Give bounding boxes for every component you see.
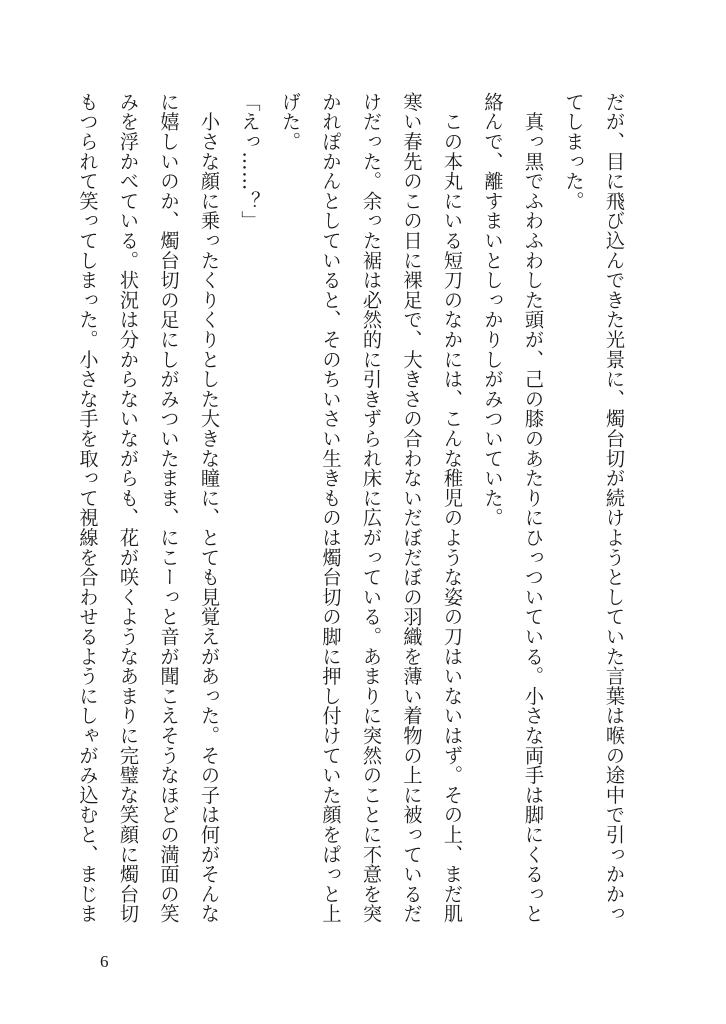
paragraph: この本丸にいる短刀のなかには、こんな稚児のような姿の刀はいないはず。その上、まだ肌寒い春先のこの日に裸足で、大きさの合わないだぼだぼの羽織を薄い着物の上に被っているだけだった。余った裾は必然的に引きずられ床に広がっている。あまりに突然のことに不意を突かれぽかんとしていると、そのちいさい生きものは燭台切の脚に押し付けていた顔をぱっと上げた。 — [279, 92, 464, 924]
page-number: 6 — [100, 952, 109, 971]
paragraph: だが、目に飛び込んできた光景に、燭台切が続けようとしていた言葉は喉の途中で引っかかってしまった。 — [562, 92, 626, 924]
paragraph: 「えっ……？」 — [238, 92, 262, 231]
vertical-text-body — [67, 92, 634, 934]
paragraph: 小さな顔に乗ったくりくりとした大きな瞳に、とても見覚えがあった。その子は何がそんなに嬉しいのか、燭台切の足にしがみついたまま、にこーっと音が聞こえそうなほどの満面の笑みを浮かべている。状況は分からないながらも、花が咲くようなあまりに完璧な笑顔に燭台切もつられて笑ってしまった。小さな手を取って視線を合わせるようにしゃがみ込むと、まじま — [76, 92, 221, 924]
paragraph: 真っ黒でふわふわした頭が、己の膝のあたりにひっついている。小さな両手は脚にくるっと絡んで、離すまいとしっかりしがみついていた。 — [481, 92, 545, 924]
